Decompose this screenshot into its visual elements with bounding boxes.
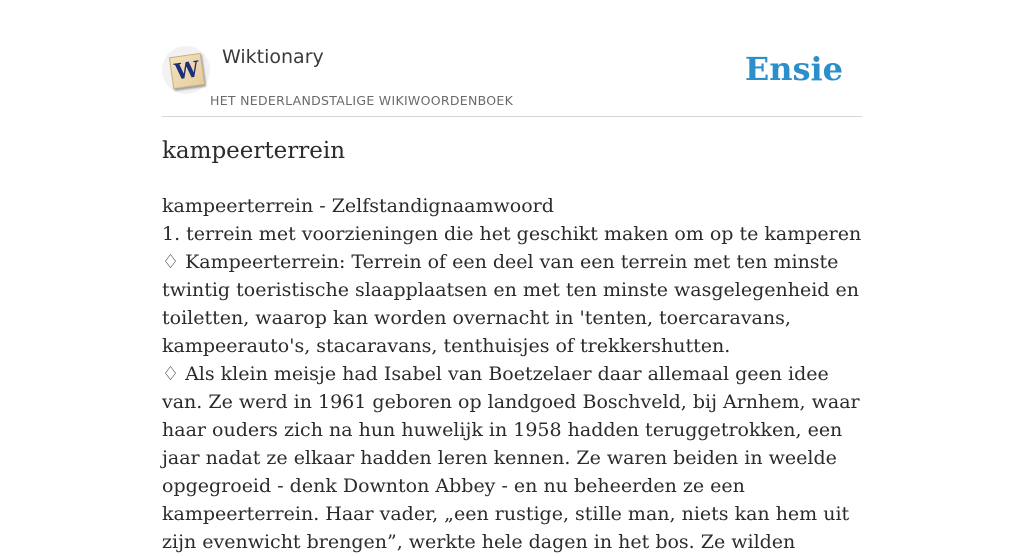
entry-content <box>162 192 862 556</box>
entry-definition: 1. terrein met voorzieningen die het geschikt maken om op te kamperen <box>162 223 862 245</box>
entry-example-1: ♢ Kampeerterrein: Terrein of een deel van een terrein met ten minste twintig toeristische slaapplaatsen en met ten minste wasgelegenheid en toiletten, waarop kan worden overnacht in 'tenten, toercaravans, kampeerauto's, stacaravans, tenthuisjes of trekkershutten. <box>162 251 859 357</box>
site-name-link[interactable]: Wiktionary <box>222 46 324 68</box>
entry-heading: kampeerterrein - Zelfstandignaamwoord <box>162 195 554 217</box>
wiktionary-logo[interactable] <box>162 46 210 94</box>
site-header <box>162 44 862 117</box>
page-title: kampeerterrein <box>162 138 346 164</box>
entry-example-2: ♢ Als klein meisje had Isabel van Boetzelaer daar allemaal geen idee van. Ze werd in 1961 geboren op landgoed Boschveld, bij Arnhem, waar haar ouders zich na hun huwelijk in 1958 hadden teruggetrokken, een jaar nadat ze elkaar hadden leren kennen. Ze waren beiden in weelde opgegroeid - denk Downton Abbey - en nu beheerden ze een kampeerterrein. Haar vader, „een rustige, stille man, niets kan hem uit zijn evenwicht brengen”, werkte hele dagen in het bos. Ze wilden <box>162 363 860 553</box>
logo-tile-icon: W <box>169 53 205 89</box>
ensie-brand-link[interactable]: Ensie <box>744 50 843 88</box>
site-tagline: HET NEDERLANDSTALIGE WIKIWOORDENBOEK <box>210 93 514 108</box>
